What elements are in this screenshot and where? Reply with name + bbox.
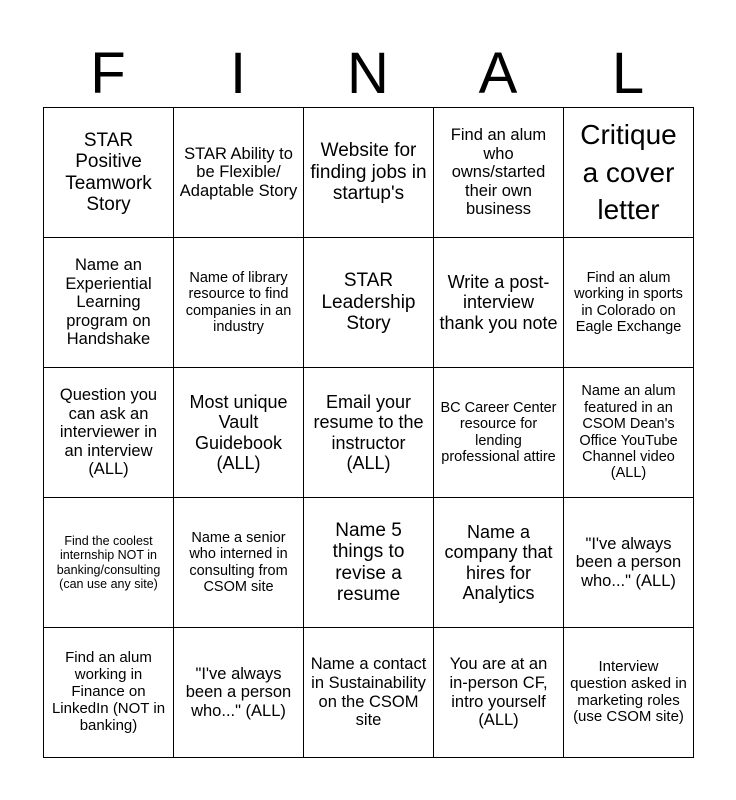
bingo-header [43, 40, 693, 108]
header-letter-i: I [229, 41, 247, 106]
header-letter-f: F [90, 41, 126, 106]
board-row [44, 498, 694, 628]
bingo-cell[interactable]: Find an alum who owns/started their own business [434, 108, 564, 238]
header-letter-l: L [611, 41, 645, 106]
header-letter-a: A [478, 41, 518, 106]
bingo-cell[interactable]: STAR Positive Teamwork Story [44, 108, 174, 238]
bingo-cell[interactable]: "I've always been a person who..." (ALL) [174, 628, 304, 758]
bingo-cell[interactable]: Name a contact in Sustainability on the CSOM site [304, 628, 434, 758]
board-row [44, 368, 694, 498]
bingo-cell[interactable]: BC Career Center resource for lending professional attire [434, 368, 564, 498]
bingo-cell[interactable]: Critique a cover letter [564, 108, 694, 238]
bingo-cell[interactable]: Name 5 things to revise a resume [304, 498, 434, 628]
bingo-cell[interactable]: You are at an in-person CF, intro yourself (ALL) [434, 628, 564, 758]
bingo-board [43, 107, 694, 758]
board-row [44, 628, 694, 758]
bingo-cell[interactable]: Name an alum featured in an CSOM Dean's Office YouTube Channel video (ALL) [564, 368, 694, 498]
bingo-cell[interactable]: STAR Ability to be Flexible/ Adaptable Story [174, 108, 304, 238]
bingo-cell[interactable]: Email your resume to the instructor (ALL) [304, 368, 434, 498]
bingo-cell[interactable]: Question you can ask an interviewer in an interview (ALL) [44, 368, 174, 498]
board-row [44, 238, 694, 368]
bingo-cell[interactable]: Interview question asked in marketing roles (use CSOM site) [564, 628, 694, 758]
board-row [44, 108, 694, 238]
bingo-cell[interactable]: Name a senior who interned in consulting from CSOM site [174, 498, 304, 628]
bingo-cell[interactable]: Name of library resource to find companies in an industry [174, 238, 304, 368]
bingo-cell[interactable]: Name an Experiential Learning program on Handshake [44, 238, 174, 368]
header-letter-n: N [347, 41, 389, 106]
bingo-cell[interactable]: Most unique Vault Guidebook (ALL) [174, 368, 304, 498]
bingo-cell[interactable]: Find an alum working in sports in Colorado on Eagle Exchange [564, 238, 694, 368]
bingo-cell[interactable]: Website for finding jobs in startup's [304, 108, 434, 238]
bingo-cell[interactable]: Write a post-interview thank you note [434, 238, 564, 368]
bingo-cell[interactable]: Find the coolest internship NOT in banking/consulting (can use any site) [44, 498, 174, 628]
bingo-cell[interactable]: "I've always been a person who..." (ALL) [564, 498, 694, 628]
bingo-cell[interactable]: Find an alum working in Finance on LinkedIn (NOT in banking) [44, 628, 174, 758]
bingo-cell[interactable]: STAR Leadership Story [304, 238, 434, 368]
bingo-cell[interactable]: Name a company that hires for Analytics [434, 498, 564, 628]
